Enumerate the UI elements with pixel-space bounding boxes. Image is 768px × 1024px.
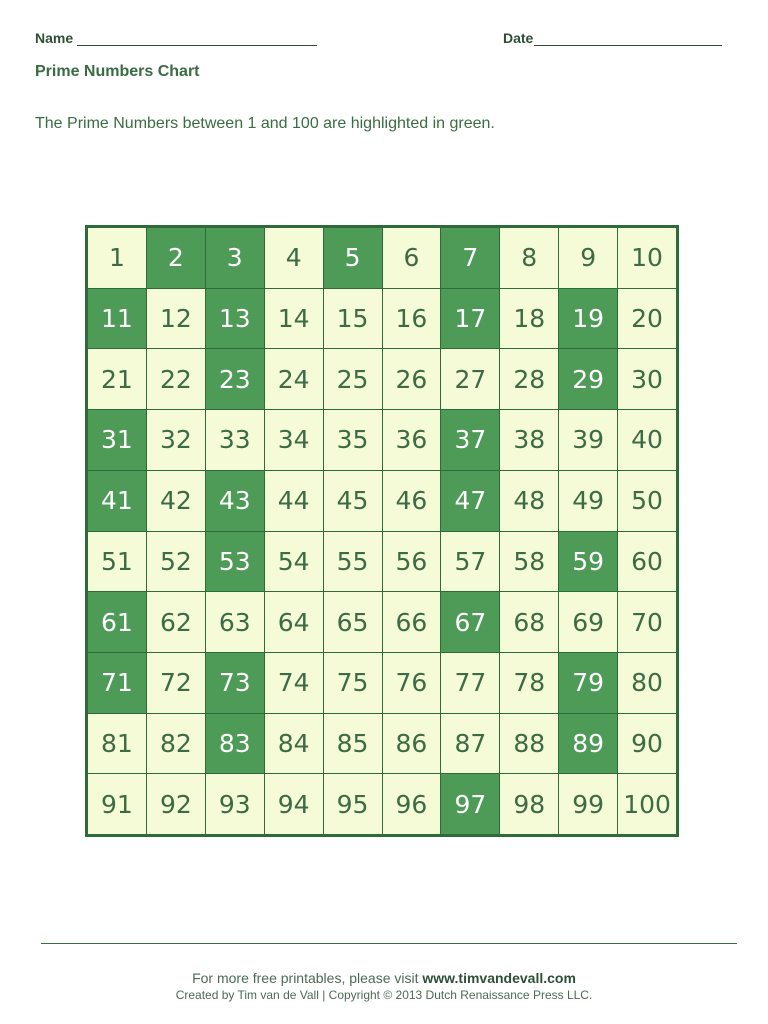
number-cell: 56 bbox=[383, 532, 441, 592]
number-cell: 87 bbox=[441, 714, 499, 774]
number-cell: 50 bbox=[618, 471, 676, 531]
prime-number-cell: 53 bbox=[206, 532, 264, 592]
number-cell: 46 bbox=[383, 471, 441, 531]
number-cell: 76 bbox=[383, 653, 441, 713]
number-cell: 6 bbox=[383, 228, 441, 288]
footer-divider bbox=[41, 943, 737, 944]
number-cell: 8 bbox=[500, 228, 558, 288]
number-cell: 25 bbox=[324, 349, 382, 409]
number-cell: 24 bbox=[265, 349, 323, 409]
number-cell: 35 bbox=[324, 410, 382, 470]
name-field bbox=[35, 30, 317, 46]
number-cell: 38 bbox=[500, 410, 558, 470]
number-cell: 77 bbox=[441, 653, 499, 713]
number-cell: 100 bbox=[618, 774, 676, 834]
number-cell: 54 bbox=[265, 532, 323, 592]
number-cell: 72 bbox=[147, 653, 205, 713]
number-cell: 98 bbox=[500, 774, 558, 834]
prime-number-cell: 31 bbox=[88, 410, 146, 470]
number-cell: 88 bbox=[500, 714, 558, 774]
number-cell: 80 bbox=[618, 653, 676, 713]
number-cell: 39 bbox=[559, 410, 617, 470]
number-cell: 20 bbox=[618, 289, 676, 349]
number-cell: 68 bbox=[500, 592, 558, 652]
number-cell: 42 bbox=[147, 471, 205, 531]
page-title: Prime Numbers Chart bbox=[35, 63, 200, 80]
number-cell: 85 bbox=[324, 714, 382, 774]
number-cell: 33 bbox=[206, 410, 264, 470]
number-cell: 70 bbox=[618, 592, 676, 652]
number-cell: 28 bbox=[500, 349, 558, 409]
number-cell: 26 bbox=[383, 349, 441, 409]
number-cell: 66 bbox=[383, 592, 441, 652]
prime-number-cell: 67 bbox=[441, 592, 499, 652]
number-cell: 82 bbox=[147, 714, 205, 774]
prime-number-cell: 71 bbox=[88, 653, 146, 713]
number-cell: 65 bbox=[324, 592, 382, 652]
number-cell: 14 bbox=[265, 289, 323, 349]
number-cell: 4 bbox=[265, 228, 323, 288]
name-label: Name bbox=[35, 30, 74, 46]
number-cell: 16 bbox=[383, 289, 441, 349]
prime-number-cell: 89 bbox=[559, 714, 617, 774]
number-cell: 49 bbox=[559, 471, 617, 531]
prime-number-cell: 59 bbox=[559, 532, 617, 592]
prime-number-cell: 13 bbox=[206, 289, 264, 349]
number-cell: 40 bbox=[618, 410, 676, 470]
footer-visit-line bbox=[0, 970, 768, 986]
number-cell: 78 bbox=[500, 653, 558, 713]
footer-copyright: Created by Tim van de Vall | Copyright © 2013 Dutch Renaissance Press LLC. bbox=[175, 988, 593, 1002]
prime-number-cell: 61 bbox=[88, 592, 146, 652]
prime-number-cell: 11 bbox=[88, 289, 146, 349]
number-cell: 57 bbox=[441, 532, 499, 592]
number-cell: 93 bbox=[206, 774, 264, 834]
date-field bbox=[503, 30, 722, 46]
number-cell: 74 bbox=[265, 653, 323, 713]
number-cell: 52 bbox=[147, 532, 205, 592]
number-cell: 58 bbox=[500, 532, 558, 592]
footer-website-link[interactable]: www.timvandevall.com bbox=[422, 970, 576, 986]
footer-visit-text: For more free printables, please visit bbox=[192, 970, 423, 986]
prime-number-cell: 3 bbox=[206, 228, 264, 288]
prime-number-cell: 5 bbox=[324, 228, 382, 288]
prime-number-cell: 2 bbox=[147, 228, 205, 288]
number-cell: 96 bbox=[383, 774, 441, 834]
prime-number-cell: 17 bbox=[441, 289, 499, 349]
number-cell: 84 bbox=[265, 714, 323, 774]
number-cell: 81 bbox=[88, 714, 146, 774]
number-cell: 9 bbox=[559, 228, 617, 288]
prime-numbers-grid bbox=[85, 225, 679, 837]
number-cell: 36 bbox=[383, 410, 441, 470]
prime-number-cell: 7 bbox=[441, 228, 499, 288]
number-cell: 91 bbox=[88, 774, 146, 834]
prime-number-cell: 43 bbox=[206, 471, 264, 531]
number-cell: 12 bbox=[147, 289, 205, 349]
number-cell: 94 bbox=[265, 774, 323, 834]
number-cell: 90 bbox=[618, 714, 676, 774]
number-cell: 64 bbox=[265, 592, 323, 652]
number-cell: 45 bbox=[324, 471, 382, 531]
number-cell: 34 bbox=[265, 410, 323, 470]
prime-number-cell: 47 bbox=[441, 471, 499, 531]
number-cell: 10 bbox=[618, 228, 676, 288]
prime-number-cell: 41 bbox=[88, 471, 146, 531]
number-cell: 95 bbox=[324, 774, 382, 834]
number-cell: 75 bbox=[324, 653, 382, 713]
number-cell: 15 bbox=[324, 289, 382, 349]
number-cell: 21 bbox=[88, 349, 146, 409]
number-cell: 63 bbox=[206, 592, 264, 652]
number-cell: 27 bbox=[441, 349, 499, 409]
prime-number-cell: 79 bbox=[559, 653, 617, 713]
number-cell: 99 bbox=[559, 774, 617, 834]
number-cell: 86 bbox=[383, 714, 441, 774]
number-cell: 69 bbox=[559, 592, 617, 652]
number-cell: 44 bbox=[265, 471, 323, 531]
date-blank-line bbox=[534, 31, 722, 46]
number-cell: 62 bbox=[147, 592, 205, 652]
prime-number-cell: 83 bbox=[206, 714, 264, 774]
number-cell: 18 bbox=[500, 289, 558, 349]
prime-number-cell: 97 bbox=[441, 774, 499, 834]
prime-number-cell: 29 bbox=[559, 349, 617, 409]
number-cell: 60 bbox=[618, 532, 676, 592]
page-subtitle: The Prime Numbers between 1 and 100 are highlighted in green. bbox=[35, 115, 495, 132]
prime-number-cell: 73 bbox=[206, 653, 264, 713]
number-cell: 92 bbox=[147, 774, 205, 834]
prime-number-cell: 23 bbox=[206, 349, 264, 409]
prime-number-cell: 19 bbox=[559, 289, 617, 349]
number-cell: 51 bbox=[88, 532, 146, 592]
number-cell: 1 bbox=[88, 228, 146, 288]
number-cell: 22 bbox=[147, 349, 205, 409]
number-cell: 55 bbox=[324, 532, 382, 592]
number-cell: 32 bbox=[147, 410, 205, 470]
name-blank-line bbox=[77, 31, 317, 46]
number-cell: 30 bbox=[618, 349, 676, 409]
prime-number-cell: 37 bbox=[441, 410, 499, 470]
date-label: Date bbox=[503, 30, 534, 46]
number-cell: 48 bbox=[500, 471, 558, 531]
